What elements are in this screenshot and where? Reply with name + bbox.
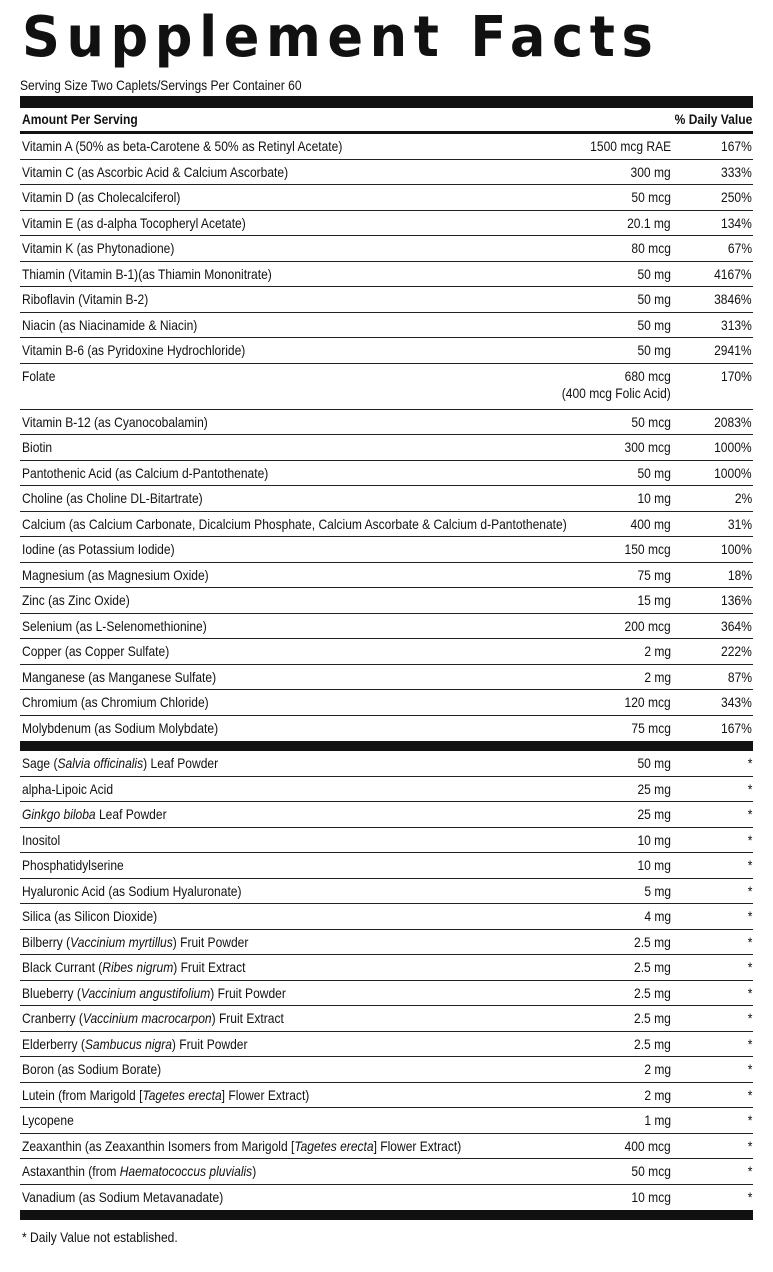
ingredient-row [20, 1108, 753, 1134]
ingredient-amount: 2.5 mg [634, 1035, 671, 1052]
nutrient-daily-value: 100% [721, 541, 752, 557]
ingredient-name-part: Leaf Powder [95, 806, 167, 822]
ingredient-name-part: Elderberry ( [22, 1035, 85, 1052]
ingredient-name-part: Cranberry ( [22, 1010, 83, 1026]
ingredient-name-part: Lycopene [22, 1112, 74, 1128]
nutrient-row [20, 262, 753, 288]
ingredient-amount: 50 mcg [631, 1163, 671, 1179]
nutrient-amount [632, 240, 671, 257]
nutrient-amount [625, 694, 671, 711]
amount-value: 50 mg [637, 342, 671, 358]
nutrient-row [20, 614, 753, 640]
amount-value: 20.1 mg [627, 214, 671, 231]
ingredient-amount: 2.5 mg [634, 1010, 671, 1026]
nutrient-row [20, 486, 753, 512]
nutrient-name: Vitamin B-12 (as Cyanocobalamin) [22, 413, 208, 430]
ingredient-row [20, 802, 753, 828]
nutrient-row [20, 313, 753, 339]
amount-value: 400 mg [630, 515, 671, 532]
ingredient-latin-name: Sambucus nigra [84, 1035, 172, 1052]
ingredient-name-part: Vanadium (as Sodium Metavanadate) [22, 1188, 224, 1205]
ingredient-name-part: ) Fruit Powder [210, 984, 286, 1001]
nutrient-name: Thiamin (Vitamin B-1)(as Thiamin Mononitrate) [22, 265, 272, 282]
serving-info: Serving Size Two Caplets/Servings Per Container 60 [20, 77, 302, 93]
ingredient-latin-name: Ribes nigrum [102, 959, 174, 975]
nutrient-amount [632, 720, 671, 737]
ingredient-amount: 1 mg [644, 1112, 671, 1128]
ingredient-amount: 10 mcg [631, 1188, 671, 1205]
ingredient-daily-value: * [747, 755, 752, 771]
ingredient-name-part: alpha-Lipoic Acid [22, 780, 114, 797]
supplement-facts-panel [20, 0, 753, 1245]
divider-thick-middle [20, 741, 753, 751]
nutrient-row [20, 461, 753, 487]
ingredient-row [20, 955, 753, 981]
nutrient-row [20, 665, 753, 691]
nutrient-name: Vitamin E (as d-alpha Tocopheryl Acetate) [22, 214, 246, 231]
ingredient-name [22, 781, 113, 798]
ingredient-amount: 2 mg [644, 1061, 671, 1077]
nutrient-name: Vitamin A (50% as beta-Carotene & 50% as Retinyl Acetate) [22, 138, 343, 154]
ingredient-row [20, 777, 753, 803]
ingredient-daily-value: * [747, 857, 752, 873]
ingredient-name-part: Black Currant ( [22, 959, 103, 975]
nutrient-amount [625, 541, 671, 558]
ingredient-name-part: Bilberry ( [22, 933, 71, 950]
nutrient-amount [631, 164, 671, 181]
amount-value: 50 mg [637, 464, 671, 481]
ingredient-name-part: Boron (as Sodium Borate) [22, 1061, 162, 1077]
nutrient-row [20, 338, 753, 364]
nutrient-daily-value: 167% [721, 719, 752, 736]
ingredient-amount: 400 mcg [624, 1137, 671, 1154]
ingredient-daily-value: * [747, 1086, 752, 1103]
ingredient-name-part: Inositol [22, 831, 61, 848]
nutrient-name: Vitamin K (as Phytonadione) [22, 240, 175, 256]
ingredient-row [20, 1032, 753, 1058]
ingredient-name [22, 857, 124, 874]
nutrient-daily-value: 170% [721, 367, 752, 384]
nutrient-row [20, 410, 753, 436]
ingredient-latin-name: Vaccinium myrtillus [70, 933, 173, 950]
ingredient-daily-value: * [747, 933, 752, 950]
amount-value: 1500 mcg RAE [590, 138, 671, 154]
ingredient-daily-value: * [747, 1035, 752, 1052]
ingredient-row [20, 981, 753, 1007]
ingredient-row [20, 1159, 753, 1185]
nutrient-name: Chromium (as Chromium Chloride) [22, 694, 209, 710]
ingredient-name [22, 1087, 309, 1104]
ingredient-name [22, 1061, 161, 1078]
nutrient-daily-value: 343% [721, 694, 752, 710]
ingredient-row [20, 751, 753, 777]
ingredient-name [22, 832, 60, 849]
nutrient-name: Vitamin D (as Cholecalciferol) [22, 189, 181, 205]
nutrient-daily-value: 67% [727, 240, 752, 256]
nutrient-daily-value: 313% [721, 316, 752, 333]
ingredient-row [20, 904, 753, 930]
daily-value-header: % Daily Value [674, 111, 752, 127]
ingredient-row [20, 1134, 753, 1160]
ingredient-amount: 50 mg [637, 755, 671, 771]
nutrient-row [20, 211, 753, 237]
ingredient-section [20, 751, 753, 1210]
ingredient-name-part: ] Flower Extract) [221, 1086, 310, 1103]
ingredient-name-part: Blueberry ( [22, 984, 81, 1001]
ingredient-name-part: Silica (as Silicon Dioxide) [22, 908, 158, 924]
ingredient-name-part: ] Flower Extract) [373, 1137, 462, 1154]
ingredient-daily-value: * [747, 1112, 752, 1128]
ingredient-amount: 4 mg [644, 908, 671, 924]
nutrient-name: Riboflavin (Vitamin B-2) [22, 291, 149, 307]
amount-value: 2 mg [644, 643, 671, 659]
ingredient-latin-name: Vaccinium macrocarpon [82, 1010, 212, 1026]
ingredient-row [20, 879, 753, 905]
ingredient-daily-value: * [747, 780, 752, 797]
amount-value: 300 mg [630, 163, 671, 180]
nutrient-daily-value: 250% [721, 189, 752, 205]
nutrient-amount [562, 368, 671, 402]
ingredient-name [22, 985, 286, 1002]
ingredient-amount: 25 mg [637, 806, 671, 822]
divider-thick-top [20, 96, 753, 108]
nutrient-amount [638, 567, 671, 584]
amount-value: 300 mcg [624, 439, 671, 455]
amount-value: 50 mg [637, 291, 671, 307]
ingredient-daily-value: * [747, 1188, 752, 1205]
amount-value: 200 mcg [624, 617, 671, 634]
nutrient-name: Niacin (as Niacinamide & Niacin) [22, 316, 198, 333]
ingredient-daily-value: * [747, 959, 752, 975]
nutrient-name: Vitamin B-6 (as Pyridoxine Hydrochloride) [22, 342, 246, 358]
amount-value: 150 mcg [624, 541, 671, 557]
ingredient-name-part: Lutein (from Marigold [ [22, 1086, 143, 1103]
nutrient-daily-value: 1000% [714, 464, 752, 481]
nutrient-amount [590, 138, 671, 155]
ingredient-name [22, 1010, 284, 1027]
nutrient-daily-value: 333% [721, 163, 752, 180]
ingredient-daily-value: * [747, 984, 752, 1001]
ingredient-latin-name: Haematococcus pluvialis [119, 1163, 253, 1179]
nutrient-name: Pantothenic Acid (as Calcium d-Pantothenate) [22, 464, 269, 481]
ingredient-daily-value: * [747, 806, 752, 822]
nutrient-daily-value: 134% [721, 214, 752, 231]
ingredient-name [22, 1163, 256, 1180]
nutrient-daily-value: 364% [721, 617, 752, 634]
nutrient-amount [632, 189, 671, 206]
ingredient-amount: 2.5 mg [634, 933, 671, 950]
nutrient-amount [625, 618, 671, 635]
ingredient-name [22, 883, 242, 900]
ingredient-name [22, 934, 248, 951]
ingredient-amount: 10 mg [637, 857, 671, 873]
amount-value: 80 mcg [631, 240, 671, 256]
ingredient-row [20, 853, 753, 879]
nutrient-amount [632, 414, 671, 431]
nutrient-row [20, 563, 753, 589]
ingredient-name-part: ) Fruit Powder [172, 933, 249, 950]
nutrient-name: Copper (as Copper Sulfate) [22, 643, 170, 659]
ingredient-name [22, 755, 218, 772]
ingredient-daily-value: * [747, 831, 752, 848]
amount-value: 10 mg [637, 490, 671, 506]
ingredient-name-part: ) Leaf Powder [143, 755, 219, 771]
ingredient-latin-name: Tagetes erecta [294, 1137, 374, 1154]
nutrient-name: Calcium (as Calcium Carbonate, Dicalcium Phosphate, Calcium Ascorbate & Calcium d-Pantothenate) [22, 515, 567, 532]
nutrient-name: Iodine (as Potassium Iodide) [22, 541, 175, 557]
nutrient-name: Selenium (as L-Selenomethionine) [22, 617, 207, 634]
nutrient-row [20, 364, 753, 410]
amount-value: 2 mg [644, 668, 671, 685]
ingredient-amount: 5 mg [644, 882, 671, 899]
ingredient-daily-value: * [747, 908, 752, 924]
nutrient-row [20, 134, 753, 160]
nutrient-daily-value: 4167% [714, 265, 752, 282]
nutrient-amount [644, 643, 671, 660]
ingredient-daily-value: * [747, 1137, 752, 1154]
amount-value: 680 mcg [624, 367, 671, 384]
nutrient-row [20, 690, 753, 716]
nutrient-daily-value: 3846% [714, 291, 752, 307]
ingredient-daily-value: * [747, 882, 752, 899]
ingredient-name [22, 959, 245, 976]
ingredient-name [22, 1189, 223, 1206]
nutrient-amount [638, 266, 671, 283]
ingredient-name [22, 806, 167, 823]
nutrient-daily-value: 2083% [714, 413, 752, 430]
amount-per-serving-header: Amount Per Serving [22, 111, 138, 127]
nutrient-amount [638, 465, 671, 482]
nutrient-daily-value: 222% [721, 643, 752, 659]
amount-value: 15 mg [637, 592, 671, 608]
nutrient-name: Vitamin C (as Ascorbic Acid & Calcium Ascorbate) [22, 163, 289, 180]
ingredient-row [20, 1185, 753, 1211]
nutrient-daily-value: 1000% [714, 439, 752, 455]
nutrient-name: Folate [22, 367, 56, 384]
nutrient-daily-value: 2941% [714, 342, 752, 358]
ingredient-name [22, 1138, 461, 1155]
ingredient-daily-value: * [747, 1010, 752, 1026]
ingredient-latin-name: Tagetes erecta [142, 1086, 222, 1103]
amount-value: 50 mg [637, 265, 671, 282]
nutrient-row [20, 512, 753, 538]
nutrient-row [20, 716, 753, 742]
ingredient-name [22, 1036, 248, 1053]
ingredient-name [22, 1112, 74, 1129]
nutrient-daily-value: 31% [727, 515, 752, 532]
nutrient-name: Magnesium (as Magnesium Oxide) [22, 566, 209, 583]
amount-value: 75 mg [637, 566, 671, 583]
ingredient-latin-name: Ginkgo biloba [22, 806, 96, 822]
nutrient-row [20, 639, 753, 665]
ingredient-name-part: Sage ( [22, 755, 58, 771]
ingredient-amount: 2 mg [644, 1086, 671, 1103]
nutrient-amount [638, 592, 671, 609]
nutrient-amount [631, 516, 671, 533]
ingredient-name-part: Phosphatidylserine [22, 857, 124, 873]
ingredient-name [22, 908, 157, 925]
ingredient-row [20, 1006, 753, 1032]
nutrient-amount [638, 490, 671, 507]
nutrient-daily-value: 167% [721, 138, 752, 154]
ingredient-amount: 2.5 mg [634, 959, 671, 975]
nutrient-row [20, 160, 753, 186]
nutrient-amount [627, 215, 671, 232]
nutrient-amount [638, 291, 671, 308]
divider-thick-bottom [20, 1210, 753, 1220]
ingredient-name-part: Hyaluronic Acid (as Sodium Hyaluronate) [22, 882, 242, 899]
nutrient-amount [625, 439, 671, 456]
ingredient-name-part: ) [252, 1163, 257, 1179]
ingredient-name-part: Astaxanthin (from [22, 1163, 120, 1179]
nutrient-name: Choline (as Choline DL-Bitartrate) [22, 490, 203, 506]
nutrient-daily-value: 136% [721, 592, 752, 608]
amount-value: 75 mcg [631, 719, 671, 736]
ingredient-row [20, 930, 753, 956]
nutrient-name: Manganese (as Manganese Sulfate) [22, 668, 217, 685]
nutrient-row [20, 588, 753, 614]
ingredient-name-part: ) Fruit Extract [211, 1010, 284, 1026]
nutrient-amount [644, 669, 671, 686]
ingredient-row [20, 1057, 753, 1083]
footnote: * Daily Value not established. [22, 1229, 178, 1245]
ingredient-daily-value: * [747, 1061, 752, 1077]
nutrient-row [20, 185, 753, 211]
nutrient-name: Molybdenum (as Sodium Molybdate) [22, 719, 219, 736]
nutrient-daily-value: 2% [734, 490, 752, 506]
ingredient-name-part: ) Fruit Extract [173, 959, 246, 975]
nutrient-row [20, 236, 753, 262]
amount-value: 50 mcg [631, 189, 671, 205]
ingredient-latin-name: Salvia officinalis [57, 755, 144, 771]
nutrient-name: Zinc (as Zinc Oxide) [22, 592, 130, 608]
nutrient-row [20, 287, 753, 313]
ingredient-daily-value: * [747, 1163, 752, 1179]
ingredient-name-part: ) Fruit Powder [171, 1035, 248, 1052]
nutrient-section [20, 134, 753, 741]
nutrient-name: Biotin [22, 439, 53, 455]
nutrient-row [20, 435, 753, 461]
ingredient-amount: 10 mg [637, 831, 671, 848]
nutrient-row [20, 537, 753, 563]
amount-value: 50 mg [637, 316, 671, 333]
nutrient-daily-value: 18% [727, 566, 752, 583]
ingredient-amount: 25 mg [637, 780, 671, 797]
ingredient-row [20, 828, 753, 854]
column-header [20, 108, 753, 131]
panel-title: Supplement Facts [22, 5, 660, 70]
ingredient-name-part: Zeaxanthin (as Zeaxanthin Isomers from Marigold [ [22, 1137, 295, 1154]
nutrient-daily-value: 87% [727, 668, 752, 685]
ingredient-latin-name: Vaccinium angustifolium [80, 984, 211, 1001]
amount-value: 120 mcg [624, 694, 671, 710]
nutrient-amount [638, 317, 671, 334]
amount-value: 50 mcg [631, 413, 671, 430]
ingredient-row [20, 1083, 753, 1109]
amount-note: (400 mcg Folic Acid) [561, 384, 671, 401]
nutrient-amount [638, 342, 671, 359]
ingredient-amount: 2.5 mg [634, 984, 671, 1001]
